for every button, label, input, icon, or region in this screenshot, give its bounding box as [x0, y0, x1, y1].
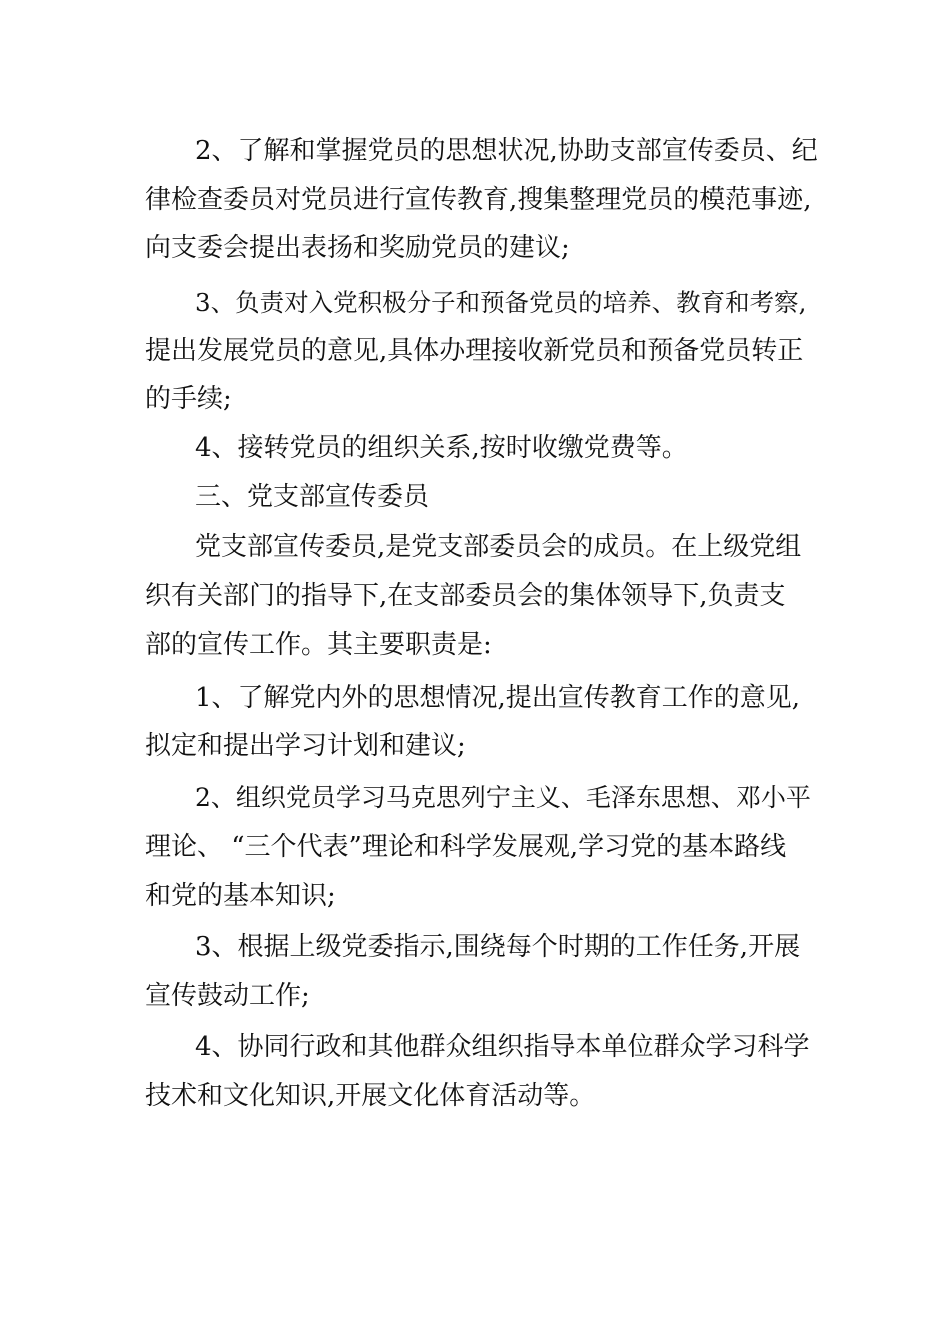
text-line: 织有关部门的指导下,在支部委员会的集体领导下,负责支 — [145, 581, 786, 611]
text-line: 3、负责对入党积极分子和预备党员的培养、教育和考察, — [195, 288, 807, 317]
text-line: 技术和文化知识,开展文化体育活动等。 — [145, 1081, 596, 1111]
text-line: 拟定和提出学习计划和建议; — [145, 731, 466, 761]
text-line: 宣传鼓动工作; — [145, 981, 310, 1011]
text-line: 3、根据上级党委指示,围绕每个时期的工作任务,开展 — [195, 932, 801, 962]
text-line: 2、了解和掌握党员的思想状况,协助支部宣传委员、纪 — [195, 136, 818, 166]
text-line: 向支委会提出表扬和奖励党员的建议; — [145, 233, 570, 263]
text-line: 和党的基本知识; — [145, 881, 336, 911]
section-heading: 三、党支部宣传委员 — [195, 482, 430, 512]
text-line: 4、接转党员的组织关系,按时收缴党费等。 — [195, 433, 688, 463]
text-line: 律检查委员对党员进行宣传教育,搜集整理党员的模范事迹, — [145, 185, 812, 215]
text-line: 的手续; — [145, 384, 232, 414]
text-line: 4、协同行政和其他群众组织指导本单位群众学习科学 — [195, 1032, 810, 1062]
text-line: 1、了解党内外的思想情况,提出宣传教育工作的意见, — [195, 683, 801, 713]
text-line: 理论、 “三个代表”理论和科学发展观,学习党的基本路线 — [145, 832, 787, 862]
text-line: 党支部宣传委员,是党支部委员会的成员。在上级党组 — [195, 532, 802, 562]
text-line: 提出发展党员的意见,具体办理接收新党员和预备党员转正 — [145, 336, 804, 366]
text-line: 2、组织党员学习马克思列宁主义、毛泽东思想、邓小平 — [195, 783, 811, 812]
text-line: 部的宣传工作。其主要职责是: — [145, 630, 492, 660]
